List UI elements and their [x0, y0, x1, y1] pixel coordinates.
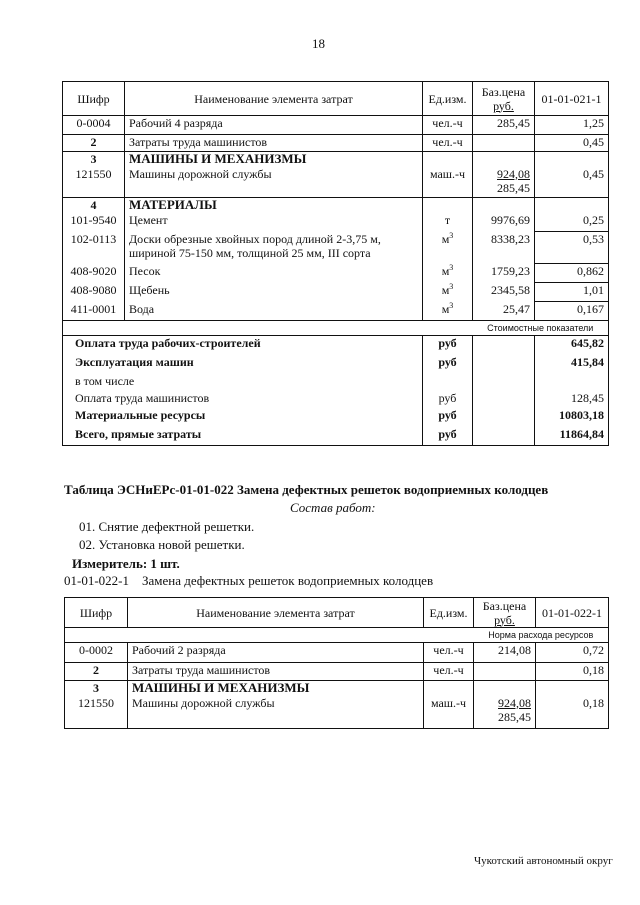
cost-label-row: [63, 321, 609, 336]
row-unit: $м^3$: [423, 264, 473, 283]
header-code: Шифр: [63, 82, 125, 116]
work-composition-heading: Состав работ:: [290, 500, 376, 515]
section-row: [63, 152, 609, 167]
row-code: 408-9080: [63, 283, 125, 302]
row-value: 0,18: [536, 663, 609, 681]
footer-region: Чукотский автономный округ: [474, 855, 613, 867]
row-name: Доски обрезные хвойных пород длиной 2-3,75 м, шириной 75-150 мм, толщиной 25 мм, III сорта: [125, 232, 423, 264]
cost-name: Всего, прямые затраты: [63, 427, 423, 446]
cost-name: в том числе: [63, 374, 423, 391]
table-header-row: [65, 598, 609, 628]
cost-row: [63, 336, 609, 355]
row-code: 2: [63, 135, 125, 152]
table-row: [63, 264, 609, 283]
row-value: 0,167: [535, 302, 609, 321]
table-title: Таблица ЭСНиЕРс-01-01-022 Замена дефектных решеток водоприемных колодцев: [64, 482, 549, 497]
row-value: 1,01: [535, 283, 609, 302]
section-title: МАШИНЫ И МЕХАНИЗМЫ: [128, 681, 424, 696]
row-price: 1759,23: [491, 263, 530, 278]
row-price: 924,08 285,45: [474, 696, 536, 729]
row-code: 121550: [65, 696, 128, 729]
work-step-2: 02. Установка новой решетки.: [79, 537, 245, 552]
row-price: 285,45: [473, 116, 535, 135]
table-row: [63, 302, 609, 321]
cost-name: Оплата труда рабочих-строителей: [63, 336, 423, 355]
cost-value: 415,84: [535, 355, 609, 374]
cost-unit: руб: [423, 391, 473, 408]
row-price: 25,47: [503, 301, 530, 316]
row-price: 2345,58: [491, 282, 530, 297]
row-code: 121550: [63, 167, 125, 198]
cost-row: [63, 408, 609, 427]
row-unit: $м^3$: [423, 302, 473, 321]
page-number: 18: [312, 36, 325, 51]
row-name: Машины дорожной службы: [125, 167, 423, 198]
section-number: 3: [65, 681, 128, 696]
row-code: 102-0113: [63, 232, 125, 264]
norm-label: Норма расхода ресурсов: [474, 628, 609, 643]
header-norm: 01-01-022-1: [536, 598, 609, 628]
row-unit: чел.-ч: [423, 116, 473, 135]
row-unit: маш.-ч: [423, 167, 473, 198]
row-name: Рабочий 4 разряда: [125, 116, 423, 135]
table-row: [63, 135, 609, 152]
header-unit: Ед.изм.: [424, 598, 474, 628]
table-row: [63, 213, 609, 232]
row-value: 1,25: [535, 116, 609, 135]
section-row: [65, 681, 609, 696]
row-name: Цемент: [125, 213, 423, 232]
section-number: 4: [63, 198, 125, 213]
header-name: Наименование элемента затрат: [128, 598, 424, 628]
cost-name: Эксплуатация машин: [63, 355, 423, 374]
cost-value: 10803,18: [535, 408, 609, 427]
cost-value: 645,82: [535, 336, 609, 355]
row-code: 0-0004: [63, 116, 125, 135]
header-code: Шифр: [65, 598, 128, 628]
cost-value: 11864,84: [535, 427, 609, 446]
row-unit: чел.-ч: [423, 135, 473, 152]
row-value: 0,25: [535, 213, 609, 232]
work-step-1: 01. Снятие дефектной решетки.: [79, 519, 255, 534]
table-row: [63, 232, 609, 264]
table-row: [63, 116, 609, 135]
table-row: [65, 643, 609, 663]
row-value: 0,862: [535, 264, 609, 283]
table-row: [65, 663, 609, 681]
row-unit: т: [423, 213, 473, 232]
resource-table-022: [64, 597, 609, 729]
row-price: 8338,23: [491, 231, 530, 246]
cost-name: Материальные ресурсы: [63, 408, 423, 427]
row-code: 2: [65, 663, 128, 681]
table-row: [63, 283, 609, 302]
section-row: [63, 198, 609, 213]
cost-indicators-label: Стоимостные показатели: [473, 321, 609, 336]
header-price: Баз.цена руб.: [474, 598, 536, 628]
row-name: Вода: [125, 302, 423, 321]
table-row: [63, 167, 609, 198]
row-value: 0,72: [536, 643, 609, 663]
row-code: 101-9540: [63, 213, 125, 232]
header-norm: 01-01-021-1: [535, 82, 609, 116]
cost-name: Оплата труда машинистов: [63, 391, 423, 408]
row-value: 0,53: [535, 232, 609, 264]
row-unit: $м^3$: [423, 283, 473, 302]
norm-label-row: [65, 628, 609, 643]
table-header-row: [63, 82, 609, 116]
resource-table-021: [62, 81, 609, 446]
row-unit: чел.-ч: [424, 663, 474, 681]
row-value: 0,18: [536, 696, 609, 729]
cost-row: [63, 391, 609, 408]
cost-value: 128,45: [535, 391, 609, 408]
header-unit: Ед.изм.: [423, 82, 473, 116]
section-number: 3: [63, 152, 125, 167]
row-unit: $м^3$: [423, 232, 473, 264]
row-unit: чел.-ч: [424, 643, 474, 663]
row-price: 924,08 285,45: [497, 166, 530, 195]
row-value: 0,45: [535, 167, 609, 198]
header-name: Наименование элемента затрат: [125, 82, 423, 116]
section-title: МАТЕРИАЛЫ: [125, 198, 423, 213]
cost-row: [63, 427, 609, 446]
row-name: Щебень: [125, 283, 423, 302]
table-row: [65, 696, 609, 729]
row-code: 0-0002: [65, 643, 128, 663]
row-value: 0,45: [535, 135, 609, 152]
cost-unit: руб: [423, 355, 473, 374]
cost-row: [63, 355, 609, 374]
measure-unit: Измеритель: 1 шт.: [72, 556, 180, 571]
row-name: Рабочий 2 разряда: [128, 643, 424, 663]
row-name: Машины дорожной службы: [128, 696, 424, 729]
cost-row: [63, 374, 609, 391]
cost-unit: руб: [423, 336, 473, 355]
row-name: Затраты труда машинистов: [128, 663, 424, 681]
row-price: 9976,69: [491, 212, 530, 227]
section-title: МАШИНЫ И МЕХАНИЗМЫ: [125, 152, 423, 167]
cost-unit: руб: [423, 408, 473, 427]
row-name: Песок: [125, 264, 423, 283]
row-price: 214,08: [498, 643, 531, 657]
row-code: 408-9020: [63, 264, 125, 283]
cost-unit: руб: [423, 427, 473, 446]
row-name: Затраты труда машинистов: [125, 135, 423, 152]
norm-line: 01-01-022-1 Замена дефектных решеток водоприемных колодцев: [64, 573, 434, 588]
header-price: Баз.цена руб.: [473, 82, 535, 116]
row-code: 411-0001: [63, 302, 125, 321]
row-unit: маш.-ч: [424, 696, 474, 729]
